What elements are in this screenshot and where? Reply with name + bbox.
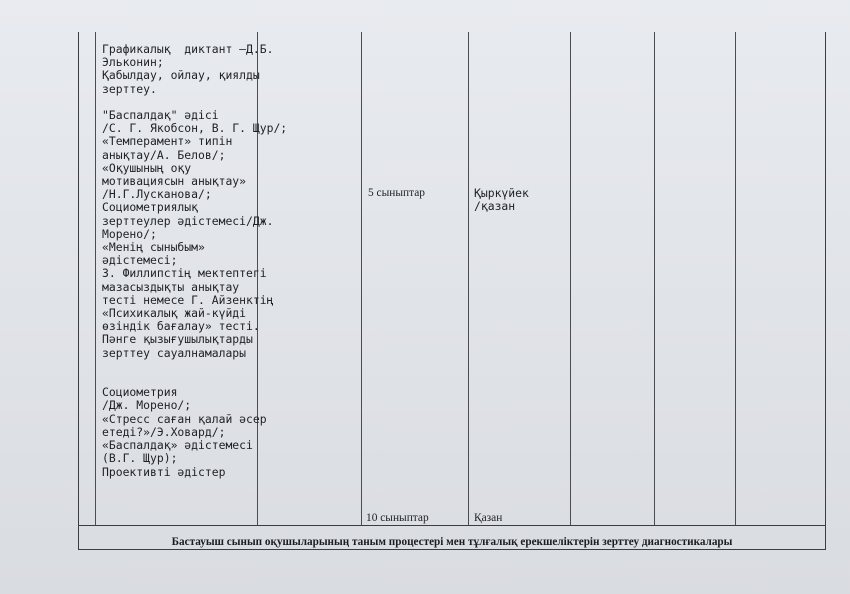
grade-5-cell: 5 сыныптар xyxy=(368,187,425,199)
column-divider xyxy=(468,32,469,525)
column-divider xyxy=(570,32,571,525)
row-divider xyxy=(78,525,826,526)
column-divider xyxy=(361,32,362,525)
period-2-cell: Қазан xyxy=(474,512,503,524)
period-1-cell: Қыркүйек /қазан xyxy=(474,186,529,214)
grade-10-cell: 10 сыныптар xyxy=(366,512,429,524)
methods-cell: Графикалық диктант –Д.Б. Эльконин; Қабылдау, ойлау, қиялды зерттеу. "Баспалдақ" әдісі /С. Г. Якобсон, В. Г. Щур/; «Темперамент» типін анықтау/А. Белов/; «Оқушының оқу мотивациясын анықтау» /Н.Г.Лусканова/; Социометриялық зерттеулер әдістемесі/Дж. Морено/; «Менің сыныбым» әдістемесі; З. Филлипстің мектептегі мазасыздықты анықтау тесті немесе Г. Айзенктің «Психикалық жай-күйді өзіндік бағалау» тесті. Пәнге қызығушылықтарды зерттеу сауалнамалары Социометрия /Дж. Морено/; «Стресс саған қалай әсер етеді?»/Э.Ховард/; «Баспалдақ» әдістемесі (В.Г. Щур); Проективті әдістер xyxy=(102,42,288,479)
column-divider xyxy=(735,32,736,525)
footer-title: Бастауыш сынып оқушыларының таным процестері мен тұлғалық ерекшеліктерін зерттеу диагностикалары xyxy=(171,536,733,548)
column-divider xyxy=(654,32,655,525)
column-divider xyxy=(95,32,96,525)
